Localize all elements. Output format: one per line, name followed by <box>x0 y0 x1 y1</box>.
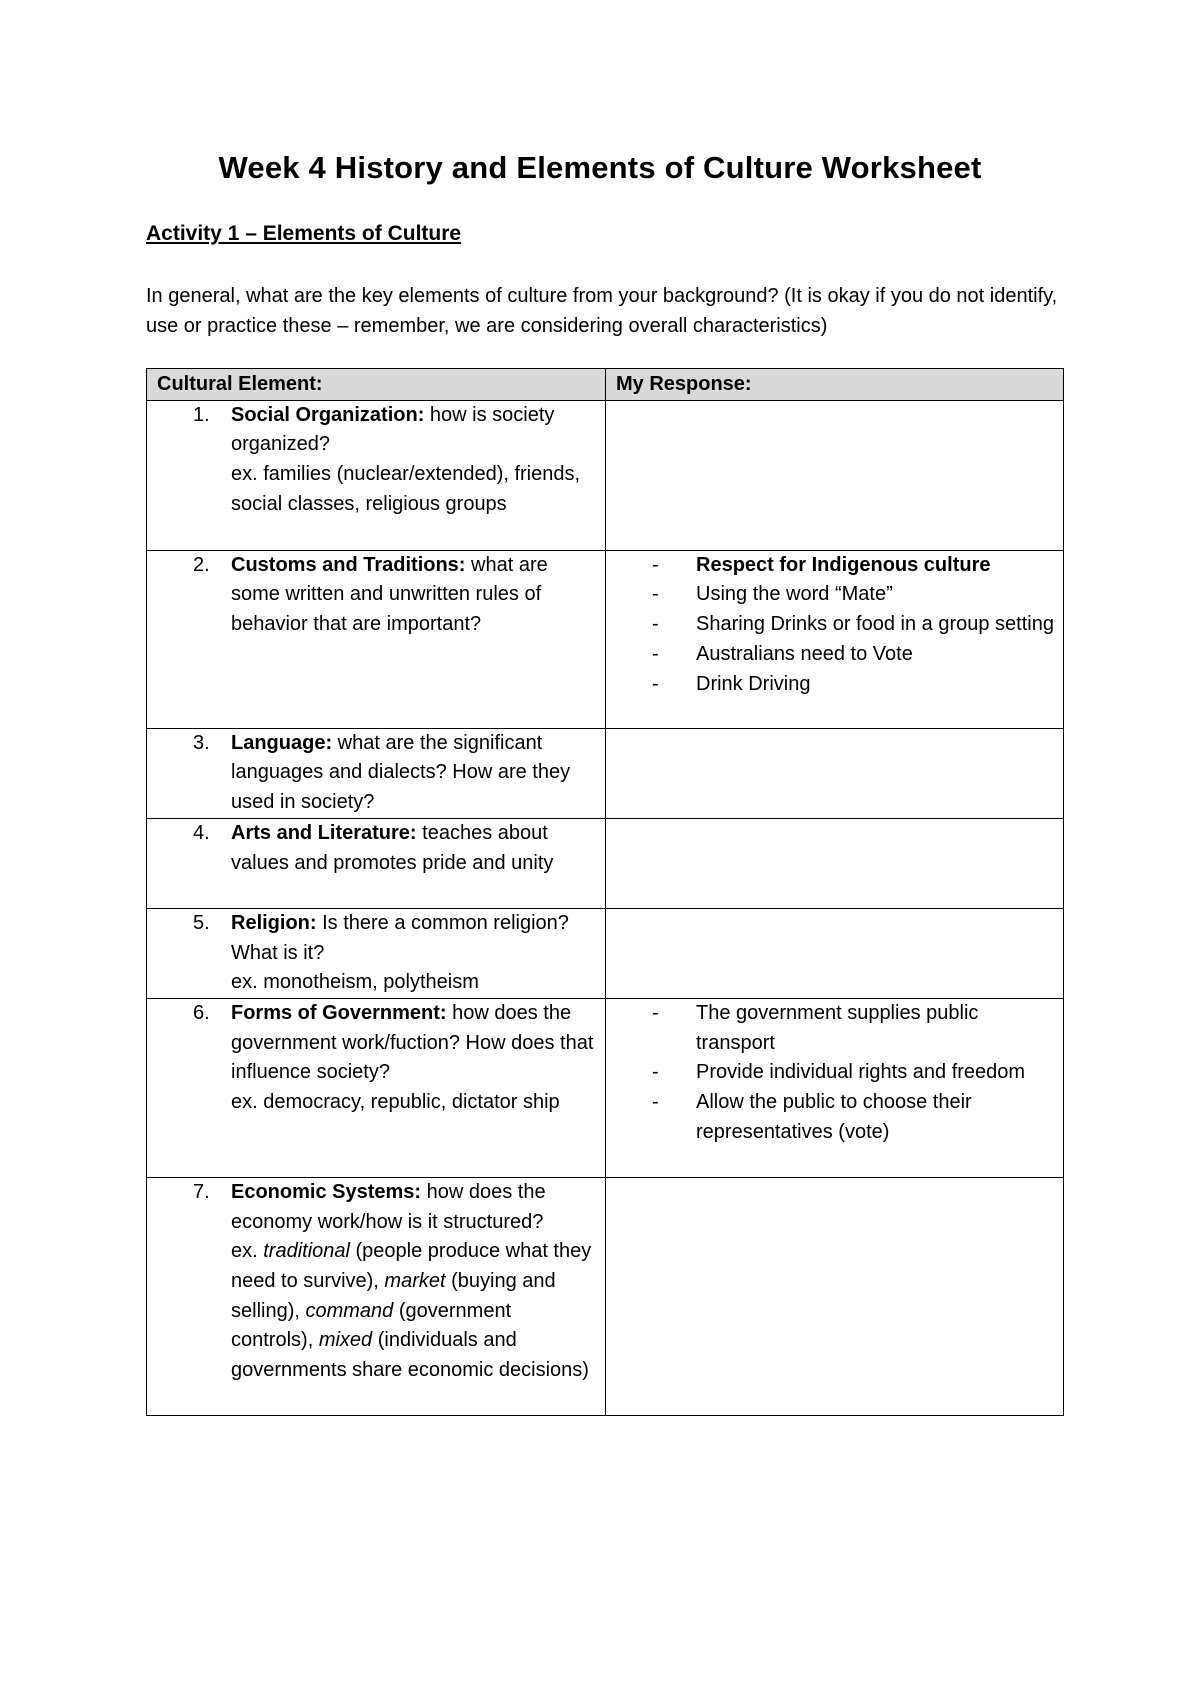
table-row <box>147 998 1064 1177</box>
table-row <box>147 908 1064 998</box>
response-cell-social-organization[interactable] <box>606 400 1064 550</box>
list-item: - Using the word “Mate” <box>606 580 1055 610</box>
table-row <box>147 550 1064 728</box>
element-example: ex. families (nuclear/extended), friends, social classes, religious groups <box>231 463 581 515</box>
element-number: 5. <box>193 911 210 934</box>
response-cell-language[interactable] <box>606 728 1064 818</box>
example-text: (government controls), <box>231 1299 512 1352</box>
table-row <box>147 818 1064 908</box>
element-number: 2. <box>193 553 210 576</box>
element-description: what are some written and unwritten rules of behavior that are important? <box>231 553 548 636</box>
table-row <box>147 1177 1064 1415</box>
element-number: 3. <box>193 731 210 754</box>
element-title: Language: <box>231 731 333 754</box>
element-title: Religion: <box>231 911 317 934</box>
response-text: Drink Driving <box>696 672 811 695</box>
element-title: Social Organization: <box>231 403 425 426</box>
list-item: - Drink Driving <box>606 670 1055 700</box>
element-description: how is society organized? <box>231 403 555 456</box>
header-cultural-element: Cultural Element: <box>147 369 606 401</box>
header-my-response: My Response: <box>606 369 1064 401</box>
list-item: - The government supplies public transport <box>606 999 1055 1058</box>
element-number: 6. <box>193 1001 210 1024</box>
element-number: 1. <box>193 403 210 426</box>
element-example <box>231 1240 591 1381</box>
element-title: Customs and Traditions: <box>231 553 466 576</box>
element-cell-customs-traditions <box>147 550 606 728</box>
list-item: - Provide individual rights and freedom <box>606 1058 1055 1088</box>
element-description: Is there a common religion? What is it? <box>231 911 569 964</box>
element-description: how does the economy work/how is it structured? <box>231 1180 546 1233</box>
element-number: 4. <box>193 821 210 844</box>
response-cell-customs-traditions[interactable] <box>606 550 1064 728</box>
element-cell-religion <box>147 908 606 998</box>
list-item: - Allow the public to choose their representatives (vote) <box>606 1088 1055 1147</box>
element-example: ex. monotheism, polytheism <box>231 971 479 994</box>
table-row <box>147 400 1064 550</box>
element-title: Arts and Literature: <box>231 821 417 844</box>
table-header-row <box>147 369 1064 401</box>
response-cell-arts-literature[interactable] <box>606 818 1064 908</box>
response-text: Using the word “Mate” <box>696 583 893 606</box>
example-term: market <box>384 1270 446 1293</box>
element-description: teaches about values and promotes pride and unity <box>231 821 554 874</box>
response-text: The government supplies public transport <box>696 1001 979 1054</box>
list-item: - Australians need to Vote <box>606 640 1055 670</box>
element-example: ex. democracy, republic, dictator ship <box>231 1091 560 1114</box>
example-text: (individuals and governments share economic decisions) <box>231 1329 589 1382</box>
intro-paragraph: In general, what are the key elements of culture from your background? (It is okay if you do not identify, use or practice these – remember, we are considering overall characteristics) <box>146 285 1058 337</box>
response-text: Provide individual rights and freedom <box>696 1061 1026 1084</box>
table-row <box>147 728 1064 818</box>
element-title: Forms of Government: <box>231 1001 447 1024</box>
element-cell-social-organization <box>147 400 606 550</box>
response-list <box>606 999 1055 1148</box>
cultural-elements-table <box>146 368 1064 1416</box>
activity-heading: Activity 1 – Elements of Culture <box>146 222 462 245</box>
element-description: what are the significant languages and dialects? How are they used in society? <box>231 731 571 814</box>
page-title: Week 4 History and Elements of Culture Worksheet <box>218 150 982 185</box>
example-text: (buying and selling), <box>231 1270 556 1322</box>
response-cell-religion[interactable] <box>606 908 1064 998</box>
element-number: 7. <box>193 1180 210 1203</box>
element-description: how does the government work/fuction? How does that influence society? <box>231 1001 594 1084</box>
response-text: Sharing Drinks or food in a group setting <box>696 613 1054 636</box>
response-text: Australians need to Vote <box>696 642 913 665</box>
response-text: Respect for Indigenous culture <box>696 553 991 576</box>
element-cell-arts-literature <box>147 818 606 908</box>
element-cell-government <box>147 998 606 1177</box>
response-cell-government[interactable] <box>606 998 1064 1177</box>
example-term: traditional <box>263 1240 350 1263</box>
list-item: - Sharing Drinks or food in a group setting <box>606 610 1055 640</box>
response-list <box>606 551 1055 700</box>
example-term: command <box>305 1299 394 1322</box>
response-text: Allow the public to choose their representatives (vote) <box>696 1091 972 1143</box>
list-item: - Respect for Indigenous culture <box>606 551 1055 581</box>
element-cell-economic-systems <box>147 1177 606 1415</box>
response-cell-economic-systems[interactable] <box>606 1177 1064 1415</box>
element-title: Economic Systems: <box>231 1180 422 1203</box>
example-text: (people produce what they need to survive), <box>231 1240 592 1293</box>
example-term: mixed <box>318 1329 373 1352</box>
example-text: ex. <box>231 1240 264 1263</box>
element-cell-language <box>147 728 606 818</box>
